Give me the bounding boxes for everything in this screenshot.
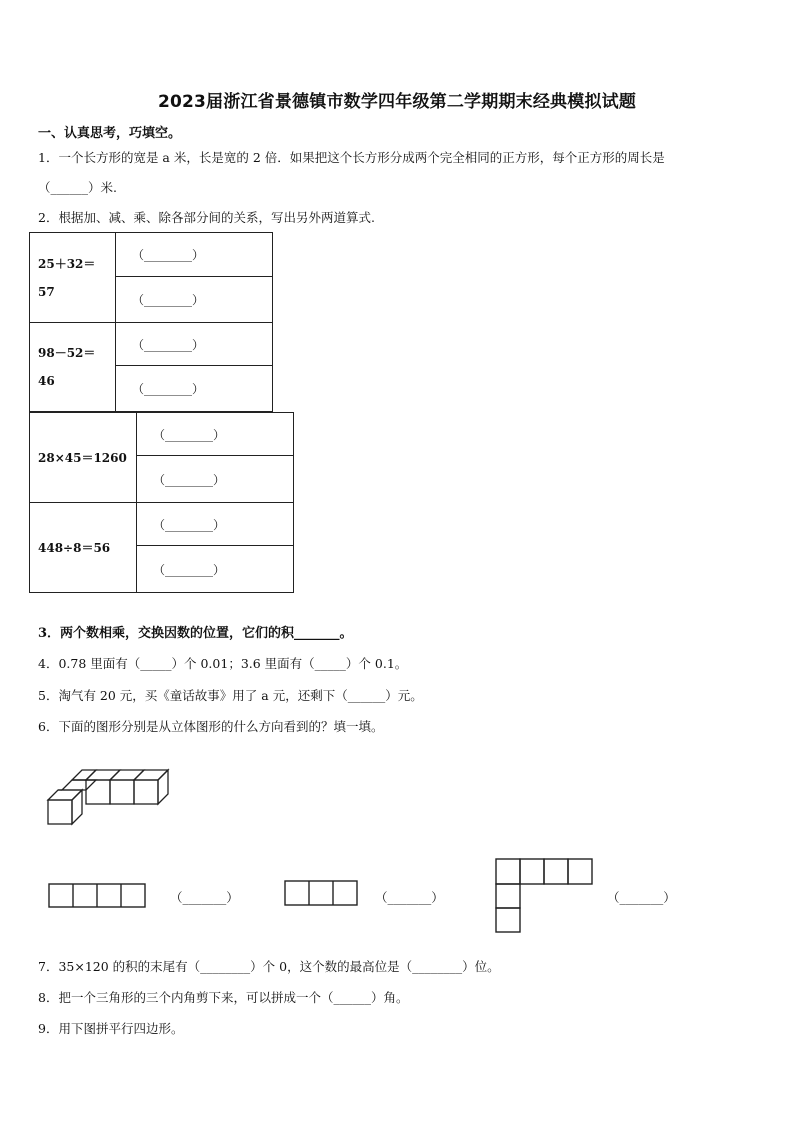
question-2: 2．根据加、减、乘、除各部分间的关系，写出另外两道算式. bbox=[38, 210, 375, 225]
question-7: 7．35×120 的积的末尾有（________）个 0，这个数的最高位是（________）位。 bbox=[38, 959, 500, 974]
view-figure-3 bbox=[495, 858, 597, 936]
answer-blank[interactable]: （________） bbox=[116, 323, 273, 366]
q2-table-b bbox=[29, 412, 294, 593]
q2-table-a bbox=[29, 232, 273, 412]
equation-line: 98－52＝ bbox=[38, 346, 96, 360]
question-1-line-2: （______）米. bbox=[38, 180, 117, 195]
answer-blank[interactable]: （________） bbox=[137, 546, 294, 593]
answer-blank[interactable]: （________） bbox=[116, 366, 273, 412]
page-title: 2023届浙江省景德镇市数学四年级第二学期期末经典模拟试题 bbox=[157, 92, 637, 112]
equation-line: 46 bbox=[38, 374, 55, 388]
view-1-answer-blank[interactable]: （_______） bbox=[170, 890, 239, 905]
section-heading: 一、认真思考，巧填空。 bbox=[38, 126, 182, 141]
q2-equation-cell: 448÷8＝56 bbox=[30, 503, 137, 593]
equation-line: 57 bbox=[38, 284, 55, 299]
solid-figure bbox=[46, 766, 176, 832]
view-figure-1 bbox=[48, 883, 148, 909]
equation-line: 25＋32＝ bbox=[38, 256, 96, 271]
question-5: 5．淘气有 20 元，买《童话故事》用了 a 元，还剩下（______）元。 bbox=[38, 688, 423, 703]
view-figure-2 bbox=[284, 880, 360, 908]
question-3: 3．两个数相乘，交换因数的位置，它们的积_______。 bbox=[38, 626, 353, 641]
answer-blank[interactable]: （________） bbox=[137, 456, 294, 503]
question-9: 9．用下图拼平行四边形。 bbox=[38, 1021, 184, 1036]
q2-equation-cell: 28×45＝1260 bbox=[30, 413, 137, 503]
question-8: 8．把一个三角形的三个内角剪下来，可以拼成一个（______）角。 bbox=[38, 990, 409, 1005]
question-6: 6．下面的图形分别是从立体图形的什么方向看到的？填一填。 bbox=[38, 719, 384, 734]
answer-blank[interactable]: （________） bbox=[137, 413, 294, 456]
answer-blank[interactable]: （________） bbox=[137, 503, 294, 546]
view-3-answer-blank[interactable]: （_______） bbox=[607, 890, 676, 905]
question-1-line-1: 1．一个长方形的宽是 a 米，长是宽的 2 倍．如果把这个长方形分成两个完全相同的正方形，每个正方形的周长是 bbox=[38, 150, 665, 165]
answer-blank[interactable]: （________） bbox=[116, 233, 273, 277]
answer-blank[interactable]: （________） bbox=[116, 277, 273, 323]
question-4: 4．0.78 里面有（_____）个 0.01；3.6 里面有（_____）个 0.1。 bbox=[38, 656, 408, 671]
q2-equation-cell bbox=[30, 323, 116, 412]
q2-equation-cell bbox=[30, 233, 116, 323]
view-2-answer-blank[interactable]: （_______） bbox=[375, 890, 444, 905]
